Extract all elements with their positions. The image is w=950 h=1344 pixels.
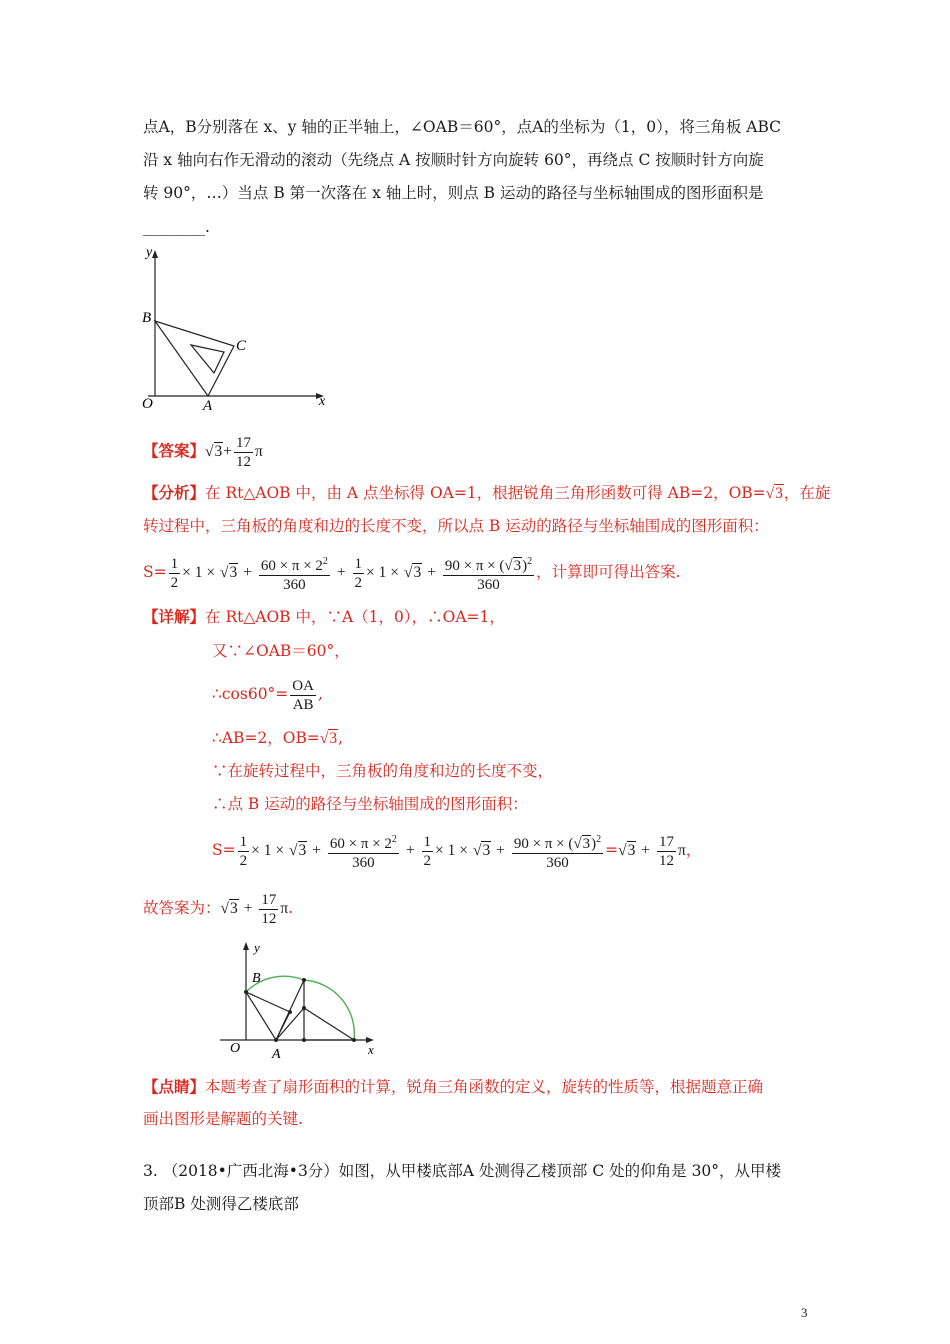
next-problem-line-1: 3. （2018•广西北海•3分）如图，从甲楼底部A 处测得乙楼顶部 C 处的仰角是 30°，从甲楼 (143, 1162, 782, 1180)
problem-line-2: 沿 x 轴向右作无滑动的滚动（先绕点 A 按顺时针方向旋转 60°，再绕点 C 按顺时针方向旋 (143, 151, 764, 169)
analysis-tag: 【分析】 (143, 483, 206, 502)
detail-tag: 【详解】 (143, 607, 206, 626)
sqrt-3: √3 (765, 485, 783, 502)
plus-sign: + (223, 443, 233, 460)
y-axis-label: y (146, 245, 153, 260)
point-a-label: A (203, 398, 213, 414)
y-axis-label: y (254, 940, 260, 955)
answer-tag: 【答案】 (143, 441, 206, 460)
detail-line-5: ∵在旋转过程中，三角板的角度和边的长度不变， (212, 762, 554, 780)
fraction-17-12: $\frac{17}{12}$ (236, 434, 252, 470)
x-axis-label: x (319, 394, 326, 409)
point-b-label: B (252, 971, 261, 986)
answer-blank: ________. (143, 218, 210, 236)
detail-line-2: 又∵∠OAB＝60°， (212, 642, 350, 660)
problem-line-1: 点A，B分别落在 x、y 轴的正半轴上，∠OAB＝60°，点A的坐标为（1，0），将三角板 ABC (143, 118, 782, 136)
rolling-path-figure (220, 938, 395, 1066)
point-a-label: A (272, 1047, 281, 1062)
analysis-line-2: 转过程中，三角板的角度和边的长度不变，所以点 B 运动的路径与坐标轴围成的图形面积： (143, 517, 769, 535)
comment-line-1: 【点睛】本题考查了扇形面积的计算，锐角三角函数的定义，旋转的性质等，根据题意正确 (143, 1077, 764, 1096)
answer-line (143, 432, 263, 471)
analysis-formula: S= $\frac{1}{2}$ × 1 × √3 + $\frac{60 \times \pi \times 2^2}{360}$ + $\frac{1}{2}$ × 1 × √3 + $\frac{90 \times \pi \times (√3)^2}{360}$ ，计算即可得出答案. (143, 550, 681, 595)
origin-label: O (230, 1041, 241, 1056)
detail-line-4: ∴AB=2，OB=√3, (212, 729, 344, 747)
problem-line-3: 转 90°，…）当点 B 第一次落在 x 轴上时，则点 B 运动的路径与坐标轴围成的图形面积是 (143, 184, 764, 202)
point-b-label: B (142, 310, 152, 326)
detail-line-1: 【详解】在 Rt△AOB 中，∵A（1，0），∴OA=1， (143, 607, 505, 626)
comment-tag: 【点睛】 (143, 1077, 206, 1096)
sqrt-3: √3 (205, 443, 223, 460)
origin-label: O (142, 396, 153, 412)
page-number: 3 (801, 1305, 808, 1320)
detail-formula: S= $\frac{1}{2}$ × 1 × √3 + $\frac{60 \times \pi \times 2^2}{360}$ + $\frac{1}{2}$ × 1 × √3 + $\frac{90 \times \pi \times (√3)^2}{360}$ =√3 + $\frac{17}{12}$ π， (212, 828, 701, 873)
detail-line-6: ∴点 B 运动的路径与坐标轴围成的图形面积： (212, 795, 528, 813)
point-c-label: C (236, 338, 247, 354)
triangle-figure (138, 242, 338, 414)
x-axis-label: x (368, 1042, 374, 1057)
final-answer: 故答案为：√3 + $\frac{17}{12}$ π. (143, 891, 294, 927)
analysis-line-1: 【分析】在 Rt△AOB 中，由 A 点坐标得 OA=1，根据锐角三角形函数可得 AB=2，OB=√3，在旋 (143, 482, 830, 505)
comment-line-2: 画出图形是解题的关键. (143, 1110, 303, 1128)
pi-symbol: π (255, 443, 263, 460)
detail-cos-line: ∴cos60°= $\frac{OA}{AB}$ , (212, 677, 323, 713)
next-problem-line-2: 顶部B 处测得乙楼底部 (143, 1195, 299, 1213)
